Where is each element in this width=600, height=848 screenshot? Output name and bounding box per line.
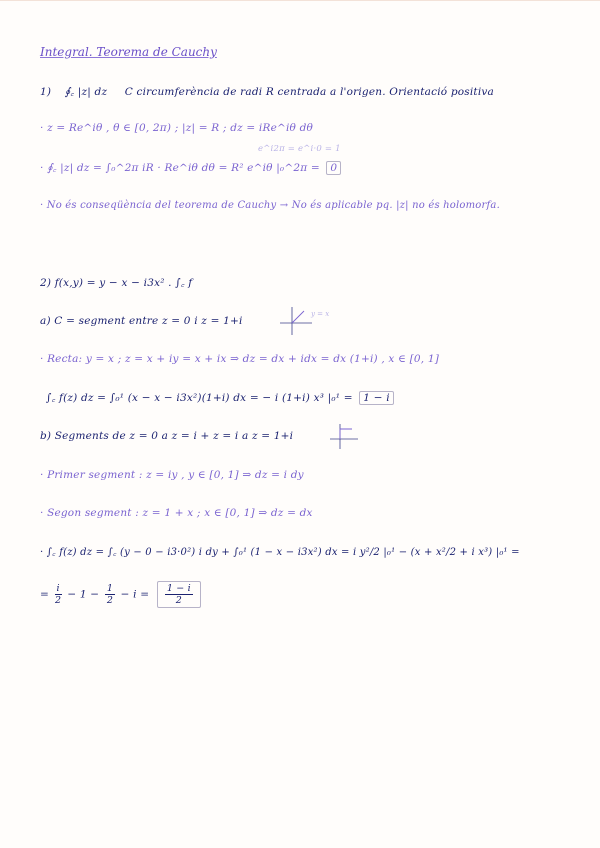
problem-1-integral: ∮꜀ |z| dz: [64, 86, 108, 98]
problem-1-conclusion: · No és conseqüència del teorema de Cauchy → No és aplicable pq. |z| no és holomorfa.: [40, 200, 500, 211]
problem-2a-result: 1 − i: [359, 391, 394, 405]
sketch-piecewise-path: [340, 429, 352, 439]
sketch-label: y = x: [311, 310, 330, 318]
problem-2-heading: 2) f(x,y) = y − x − i3x² . ∫꜀ f: [40, 277, 193, 289]
problem-2a-heading: a) C = segment entre z = 0 i z = 1+i: [40, 315, 243, 327]
problem-2a-parametrization: · Recta: y = x ; z = x + iy = x + ix ⇒ dz = dx + idx = dx (1+i) , x ∈ [0, 1]: [40, 353, 440, 365]
problem-1-heading: [40, 85, 494, 99]
problem-1-description: C circumferència de radi R centrada a l'origen. Orientació positiva: [124, 86, 494, 98]
fraction-numerator: 1: [106, 583, 114, 594]
problem-2b-path-sketch: [326, 421, 362, 451]
fraction-denominator: 2: [106, 595, 114, 606]
fraction-numerator: i: [56, 583, 60, 594]
fraction-denominator: 2: [55, 595, 62, 606]
problem-1-exponent-note: e^i2π = e^i·0 = 1: [258, 144, 341, 154]
problem-2b-calculation: · ∫꜀ f(z) dz = ∫꜀ (y − 0 − i3·0²) i dy + ∫₀¹ (1 − x − i3x²) dx = i y²/2 |₀¹ − (x + x²/2 + i x³) |₀¹ =: [40, 547, 520, 558]
fraction-i-over-2: [55, 583, 62, 606]
sketch-diagonal-path: [292, 311, 304, 323]
problem-1-calc-expr: · ∮꜀ |z| dz = ∫₀^2π iR · Re^iθ dθ = R² e^iθ |₀^2π =: [40, 162, 320, 174]
problem-2a-calc-expr: ∫꜀ f(z) dz = ∫₀¹ (x − x − i3x²)(1+i) dx = − i (1+i) x³ |₀¹ =: [46, 392, 353, 404]
problem-2b-final: [40, 581, 201, 608]
problem-1-number: 1): [40, 86, 52, 98]
page-title: Integral. Teorema de Cauchy: [40, 45, 217, 59]
fraction-denominator: 2: [175, 595, 182, 606]
problem-2a-calculation: [46, 391, 394, 405]
result-fraction: [165, 583, 193, 606]
final-lead: =: [40, 588, 49, 601]
problem-2b-second-segment: · Segon segment : z = 1 + x ; x ∈ [0, 1] ⇒ dz = dx: [40, 507, 313, 519]
problem-2a-path-sketch: [276, 303, 346, 337]
problem-1-parametrization: · z = Re^iθ , θ ∈ [0, 2π) ; |z| = R ; dz = iRe^iθ dθ: [40, 122, 314, 134]
problem-1-calculation: [40, 161, 341, 175]
fraction-numerator: 1 − i: [166, 583, 191, 594]
final-tail: − i =: [120, 588, 150, 601]
problem-2b-result: [157, 581, 201, 608]
problem-1-result: 0: [326, 161, 341, 175]
problem-2b-heading: b) Segments de z = 0 a z = i + z = i a z = 1+i: [40, 430, 294, 442]
final-middle: − 1 −: [67, 588, 100, 601]
problem-2b-first-segment: · Primer segment : z = iy , y ∈ [0, 1] ⇒ dz = i dy: [40, 469, 304, 481]
fraction-1-over-2: [105, 583, 115, 606]
